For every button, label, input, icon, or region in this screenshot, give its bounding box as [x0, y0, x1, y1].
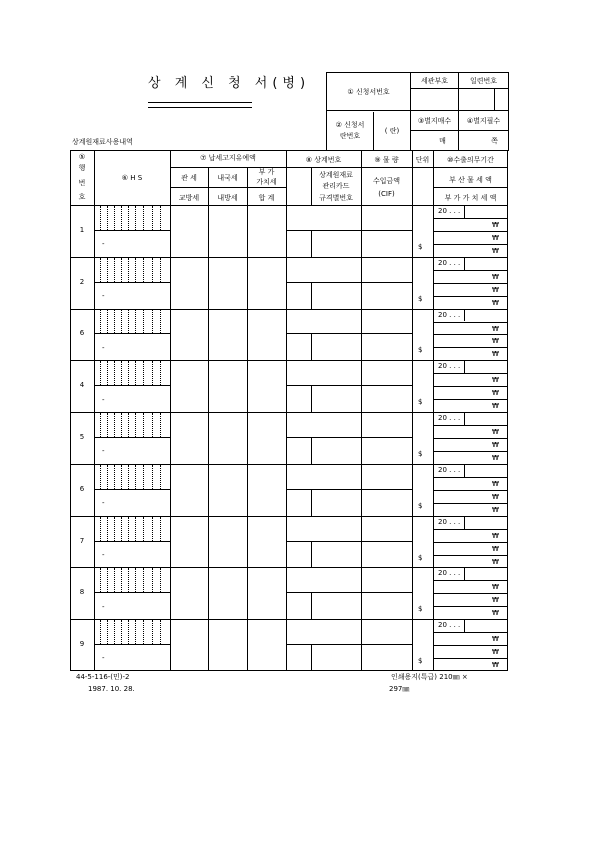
hs-digit-divider — [128, 413, 129, 437]
column-no-label-1: ② 신청서 — [335, 120, 365, 129]
hs-digit-divider — [128, 620, 129, 644]
hs-dash: - — [102, 292, 105, 301]
won-sign: ₩ — [492, 246, 499, 255]
hs-digit-divider — [143, 413, 144, 437]
hs-digit-divider — [107, 361, 108, 385]
quantity-divider — [412, 360, 413, 412]
deadline-sub-line — [433, 373, 508, 374]
dollar-sign: $ — [418, 553, 423, 562]
deadline-header: ⑩수출의무기간 — [447, 156, 494, 164]
domestic-tax-header: 내국세 — [217, 174, 238, 182]
deadline-sub-line — [433, 347, 508, 348]
vat-header-2: 가치세 — [256, 178, 277, 186]
hs-digit-divider — [128, 258, 129, 282]
hs-digit-divider — [143, 361, 144, 385]
offset-no-header: ⑧ 상계번호 — [305, 156, 342, 164]
hs-digit-divider — [128, 206, 129, 230]
hs-digit-divider — [160, 465, 161, 489]
won-sign: ₩ — [492, 505, 499, 514]
sheet-no-label: ④별지필수 — [459, 111, 509, 131]
hs-digit-divider — [100, 361, 101, 385]
material-divider — [361, 516, 362, 568]
hs-mid-line — [94, 489, 170, 490]
deadline-date: 20 . . . — [438, 517, 461, 526]
hs-digit-divider — [152, 413, 153, 437]
hs-mid-line — [94, 541, 170, 542]
hs-digit-divider — [100, 310, 101, 334]
sheet-count-label: ③별지매수 — [411, 111, 459, 131]
row-no-header-2: 행 — [78, 164, 86, 172]
offset-divider — [311, 333, 312, 360]
deadline-date: 20 . . . — [438, 258, 461, 267]
quantity-divider — [412, 257, 413, 309]
hs-digit-divider — [143, 465, 144, 489]
hs-digit-divider — [121, 413, 122, 437]
hs-digit-divider — [135, 361, 136, 385]
hs-digit-divider — [152, 310, 153, 334]
won-sign: ₩ — [492, 531, 499, 540]
hs-digit-divider — [128, 568, 129, 592]
page-title: 상 계 신 청 서(병) — [148, 76, 311, 91]
tax-group-header: ⑦ 납세고지유예액 — [200, 154, 256, 162]
deadline-sub-line — [433, 425, 508, 426]
hs-dash: - — [102, 447, 105, 456]
hs-digit-divider — [135, 517, 136, 541]
offset-mid-line — [286, 592, 412, 593]
material-header-1: 상계원재료 — [319, 171, 353, 179]
offset-divider — [311, 437, 312, 464]
column-no-value: ( 란) — [384, 126, 400, 135]
tax-mid-line — [170, 187, 286, 188]
deadline-sub-line — [433, 270, 508, 271]
material-header-3: 규격별번호 — [319, 194, 353, 202]
form-number: 44-5-116-(민)-2 — [76, 673, 130, 681]
hs-digit-divider — [114, 620, 115, 644]
hs-digit-divider — [143, 258, 144, 282]
quantity-divider — [412, 412, 413, 464]
hs-digit-divider — [128, 517, 129, 541]
deadline-sub-line — [433, 451, 508, 452]
hs-digit-divider — [114, 465, 115, 489]
dollar-sign: $ — [418, 449, 423, 458]
deadline-sub-line — [433, 334, 508, 335]
deadline-sub-line — [433, 593, 508, 594]
hs-digit-divider — [107, 568, 108, 592]
hs-digit-divider — [160, 620, 161, 644]
deadline-tick — [464, 206, 465, 218]
hs-digit-divider — [152, 258, 153, 282]
deadline-sub-line — [433, 283, 508, 284]
hs-digit-divider — [100, 413, 101, 437]
dollar-sign: $ — [418, 294, 423, 303]
hs-digit-divider — [121, 620, 122, 644]
header-box — [326, 72, 509, 151]
hs-digit-divider — [107, 413, 108, 437]
hs-digit-divider — [121, 568, 122, 592]
hs-digit-divider — [121, 258, 122, 282]
offset-mid-line — [286, 333, 412, 334]
hs-digit-divider — [152, 361, 153, 385]
deadline-tick — [464, 620, 465, 632]
hs-digit-divider — [128, 465, 129, 489]
hs-mid-line — [94, 230, 170, 231]
paper-height: 297㎜ — [389, 685, 410, 693]
hs-dash: - — [102, 240, 105, 249]
deadline-sub-line — [433, 658, 508, 659]
hs-digit-divider — [128, 361, 129, 385]
hs-digit-divider — [152, 206, 153, 230]
won-sign: ₩ — [492, 285, 499, 294]
deadline-tick — [464, 361, 465, 373]
hs-digit-divider — [107, 465, 108, 489]
deadline-tick — [464, 258, 465, 270]
section-label: 상계원재료사용내역 — [72, 138, 133, 146]
dollar-sign: $ — [418, 242, 423, 251]
col-divider-domestic — [247, 167, 248, 671]
dollar-sign: $ — [418, 657, 423, 666]
hs-digit-divider — [143, 310, 144, 334]
won-sign: ₩ — [492, 389, 499, 398]
hs-mid-line — [94, 592, 170, 593]
deadline-sub-line — [433, 477, 508, 478]
quantity-divider — [412, 567, 413, 619]
deadline-tick — [464, 568, 465, 580]
won-sign: ₩ — [492, 609, 499, 618]
dollar-sign: $ — [418, 501, 423, 510]
sheet-count-unit: 매 — [439, 136, 446, 145]
serial-no-label: 일련번호 — [459, 73, 509, 89]
hs-digit-divider — [121, 361, 122, 385]
special-tax-header: 내방세 — [217, 194, 238, 202]
cif-header: (CIF) — [378, 190, 395, 198]
deadline-date: 20 . . . — [438, 414, 461, 423]
offset-mid-line — [286, 437, 412, 438]
won-sign: ₩ — [492, 324, 499, 333]
offset-mid-line — [286, 644, 412, 645]
hs-digit-divider — [114, 206, 115, 230]
deadline-underline — [433, 167, 508, 168]
hs-digit-divider — [135, 413, 136, 437]
hs-digit-divider — [135, 206, 136, 230]
hs-dash: - — [102, 395, 105, 404]
won-sign: ₩ — [492, 402, 499, 411]
material-header-2: 관리카드 — [322, 182, 350, 190]
unit-header: 단위 — [415, 156, 430, 164]
quantity-divider — [412, 464, 413, 516]
hs-digit-divider — [121, 465, 122, 489]
hs-digit-divider — [114, 361, 115, 385]
customs-code-field[interactable] — [411, 89, 459, 111]
quantity-divider — [412, 516, 413, 568]
hs-digit-divider — [100, 258, 101, 282]
deadline-sub-line — [433, 542, 508, 543]
sheet-count-field[interactable] — [411, 131, 459, 151]
row-number: 2 — [79, 277, 85, 286]
offset-mid-line — [286, 282, 412, 283]
deadline-tick — [464, 517, 465, 529]
hs-digit-divider — [121, 310, 122, 334]
hs-digit-divider — [100, 620, 101, 644]
hs-digit-divider — [100, 465, 101, 489]
material-divider — [361, 205, 362, 257]
offset-divider — [311, 644, 312, 671]
hs-digit-divider — [152, 568, 153, 592]
hs-digit-divider — [160, 206, 161, 230]
hs-digit-divider — [121, 517, 122, 541]
won-sign: ₩ — [492, 220, 499, 229]
offset-divider — [311, 489, 312, 516]
dollar-sign: $ — [418, 398, 423, 407]
deadline-tick — [464, 465, 465, 477]
deadline-sub-line — [433, 606, 508, 607]
serial-no-field[interactable] — [459, 89, 495, 111]
hs-digit-divider — [160, 361, 161, 385]
deadline-date: 20 . . . — [438, 207, 461, 215]
won-sign: ₩ — [492, 583, 499, 592]
material-divider — [361, 619, 362, 671]
offset-divider — [311, 385, 312, 412]
deadline-sub-line — [433, 296, 508, 297]
deadline-sub-line — [433, 490, 508, 491]
application-no-label: ① 신청서번호 — [327, 73, 411, 111]
hs-digit-divider — [143, 568, 144, 592]
deadline-sub-line — [433, 580, 508, 581]
row-number: 7 — [79, 536, 85, 545]
tax-group-underline — [170, 167, 286, 168]
customs-duty-header: 관 세 — [181, 174, 197, 182]
hs-digit-divider — [114, 310, 115, 334]
won-sign: ₩ — [492, 596, 499, 605]
serial-no-check-field[interactable] — [495, 89, 509, 111]
deadline-sub-line — [433, 632, 508, 633]
material-divider — [361, 360, 362, 412]
hs-digit-divider — [135, 465, 136, 489]
col-divider-offset-hdr — [311, 167, 312, 205]
deadline-date: 20 . . . — [438, 465, 461, 474]
material-divider — [361, 257, 362, 309]
hs-digit-divider — [160, 310, 161, 334]
row-number: 8 — [79, 588, 85, 597]
deadline-date: 20 . . . — [438, 310, 461, 319]
hs-digit-divider — [107, 258, 108, 282]
material-divider — [361, 412, 362, 464]
hs-digit-divider — [160, 568, 161, 592]
hs-digit-divider — [128, 310, 129, 334]
won-sign: ₩ — [492, 233, 499, 242]
dollar-sign: $ — [418, 605, 423, 614]
deadline-tick — [464, 413, 465, 425]
hs-dash: - — [102, 602, 105, 611]
hs-digit-divider — [152, 465, 153, 489]
row-no-header-4: 호 — [78, 193, 86, 201]
hs-digit-divider — [114, 517, 115, 541]
deadline-date: 20 . . . — [438, 621, 461, 630]
won-sign: ₩ — [492, 337, 499, 346]
material-divider — [361, 464, 362, 516]
hs-digit-divider — [107, 206, 108, 230]
offset-mid-line — [286, 385, 412, 386]
vat-header-1: 부 가 — [258, 168, 275, 176]
education-tax-header: 교방세 — [178, 194, 200, 202]
offset-underline — [286, 167, 361, 168]
total-header: 합 계 — [258, 194, 275, 202]
col-divider-quantity-hdr — [412, 150, 413, 205]
sheet-no-field[interactable] — [459, 131, 509, 151]
deadline-sub-line — [433, 244, 508, 245]
won-sign: ₩ — [492, 376, 499, 385]
paper-spec: 인쇄용지(특급) 210㎜ × — [391, 673, 468, 681]
material-divider — [361, 567, 362, 619]
hs-mid-line — [94, 644, 170, 645]
hs-digit-divider — [143, 620, 144, 644]
sheet-no-unit: 쪽 — [491, 136, 498, 145]
dollar-sign: $ — [418, 346, 423, 355]
row-number: 6 — [79, 329, 85, 338]
hs-digit-divider — [135, 620, 136, 644]
hs-mid-line — [94, 333, 170, 334]
customs-code-label: 세관부호 — [411, 73, 459, 89]
won-sign: ₩ — [492, 479, 499, 488]
deadline-sub-line — [433, 231, 508, 232]
material-divider — [361, 309, 362, 361]
deadline-sub-line — [433, 438, 508, 439]
deadline-sub-line — [433, 529, 508, 530]
col-divider-hs — [170, 150, 171, 671]
won-sign: ₩ — [492, 272, 499, 281]
row-number: 6 — [79, 484, 85, 493]
offset-divider — [311, 541, 312, 568]
import-price-header: 수입금액 — [372, 177, 401, 185]
hs-digit-divider — [135, 258, 136, 282]
col-divider-customs — [208, 167, 209, 671]
hs-mid-line — [94, 437, 170, 438]
won-sign: ₩ — [492, 557, 499, 566]
hs-digit-divider — [100, 206, 101, 230]
hs-digit-divider — [160, 413, 161, 437]
row-no-header-1: ⑤ — [78, 153, 86, 161]
hs-mid-line — [94, 282, 170, 283]
quantity-header: ⑨ 물 량 — [374, 156, 399, 164]
hs-digit-divider — [135, 310, 136, 334]
hs-header: ⑥ H S — [121, 174, 143, 182]
hs-digit-divider — [100, 517, 101, 541]
form-date: 1987. 10. 28. — [88, 685, 135, 693]
hs-dash: - — [102, 550, 105, 559]
hs-digit-divider — [135, 568, 136, 592]
quantity-divider — [412, 309, 413, 361]
offset-divider — [311, 282, 312, 309]
offset-mid-line — [286, 541, 412, 542]
quantity-divider — [412, 205, 413, 257]
hs-digit-divider — [143, 517, 144, 541]
hs-digit-divider — [114, 258, 115, 282]
won-sign: ₩ — [492, 635, 499, 644]
offset-divider — [311, 230, 312, 257]
hs-digit-divider — [107, 310, 108, 334]
won-sign: ₩ — [492, 350, 499, 359]
hs-digit-divider — [107, 517, 108, 541]
deadline-sub-line — [433, 645, 508, 646]
hs-digit-divider — [160, 258, 161, 282]
row-number: 4 — [79, 381, 85, 390]
deadline-mid-line — [433, 187, 508, 188]
row-no-header-3: 번 — [78, 179, 86, 187]
offset-mid-line — [286, 230, 412, 231]
hs-dash: - — [102, 343, 105, 352]
hs-digit-divider — [121, 206, 122, 230]
deadline-sub-line — [433, 386, 508, 387]
won-sign: ₩ — [492, 441, 499, 449]
offset-mid-line — [286, 489, 412, 490]
vat-amount-header: 부 가 가 치 세 액 — [444, 194, 497, 202]
row-number: 1 — [79, 225, 85, 234]
deadline-sub-line — [433, 218, 508, 219]
offset-divider — [311, 592, 312, 619]
hs-digit-divider — [143, 206, 144, 230]
quantity-divider — [412, 619, 413, 671]
deadline-sub-line — [433, 399, 508, 400]
won-sign: ₩ — [492, 648, 499, 657]
column-no-label-2: 란번호 — [339, 131, 361, 140]
title-underline — [148, 102, 252, 108]
won-sign: ₩ — [492, 453, 499, 462]
won-sign: ₩ — [492, 298, 499, 307]
hs-digit-divider — [114, 413, 115, 437]
deadline-sub-line — [433, 503, 508, 504]
hs-digit-divider — [107, 620, 108, 644]
deadline-date: 20 . . . — [438, 362, 461, 371]
column-no-cell — [327, 111, 411, 151]
hs-dash: - — [102, 654, 105, 663]
row-number: 5 — [79, 433, 85, 441]
hs-digit-divider — [160, 517, 161, 541]
won-sign: ₩ — [492, 428, 499, 437]
hs-mid-line — [94, 385, 170, 386]
won-sign: ₩ — [492, 544, 499, 553]
hs-dash: - — [102, 499, 105, 508]
deadline-date: 20 . . . — [438, 569, 461, 578]
deadline-tick — [464, 310, 465, 322]
hs-digit-divider — [152, 517, 153, 541]
won-sign: ₩ — [492, 661, 499, 670]
deadline-sub-line — [433, 555, 508, 556]
deadline-sub-line — [433, 322, 508, 323]
hs-digit-divider — [114, 568, 115, 592]
col-divider-material-hdr — [361, 150, 362, 205]
quantity-underline — [361, 167, 433, 168]
special-duty-header: 부 산 물 세 액 — [449, 176, 492, 184]
row-number: 9 — [79, 640, 85, 649]
hs-digit-divider — [100, 568, 101, 592]
won-sign: ₩ — [492, 492, 499, 501]
hs-digit-divider — [152, 620, 153, 644]
